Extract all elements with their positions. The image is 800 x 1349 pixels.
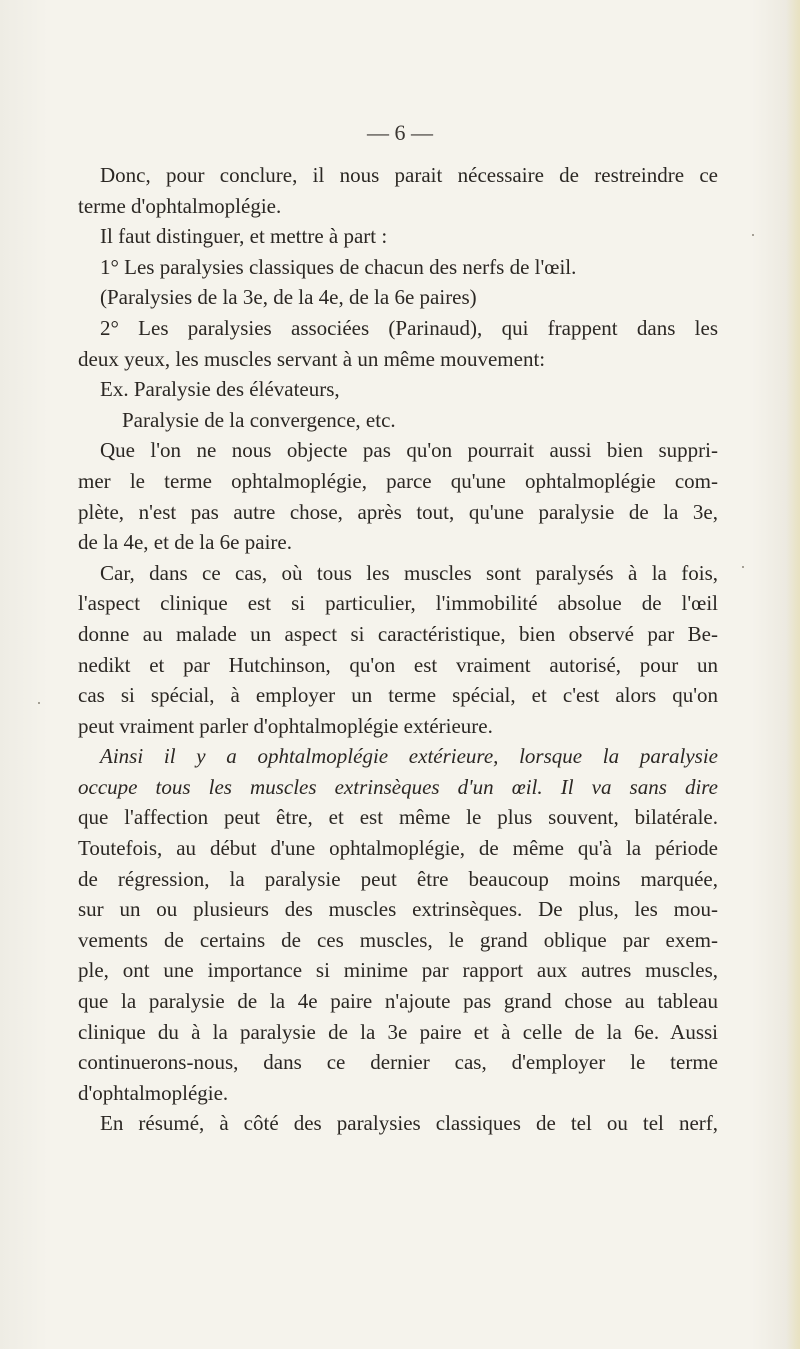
text-line: Il faut distinguer, et mettre à part : [100,224,388,249]
text-line: sur un ou plusieurs des muscles extrinsèques. De plus, les mou- [78,897,718,922]
paper-speck [742,566,744,568]
text-line: de la 4e, et de la 6e paire. [78,530,292,555]
text-line: donne au malade un aspect si caractéristique, bien observé par Be- [78,621,718,646]
paper-speck [752,234,754,236]
paper-speck [38,702,40,704]
body-text [78,160,718,1139]
text-line: Que l'on ne nous objecte pas qu'on pourrait aussi bien suppri- [100,438,718,463]
text-line: que l'affection peut être, et est même le plus souvent, bilatérale. [78,805,718,830]
text-line: 2° Les paralysies associées (Parinaud), qui frappent dans les [100,315,718,340]
text-line: terme d'ophtalmoplégie. [78,193,282,218]
text-line: clinique du à la paralysie de la 3e paire et à celle de la 6e. Aussi [78,1019,718,1044]
text-line: plète, n'est pas autre chose, après tout, qu'une paralysie de la 3e, [78,499,718,524]
text-line: occupe tous les muscles extrinsèques d'un œil. Il va sans dire [78,774,718,799]
text-line: de régression, la paralysie peut être beaucoup moins marquée, [78,866,718,891]
text-line: Car, dans ce cas, où tous les muscles sont paralysés à la fois, [100,560,718,585]
text-line: Ainsi il y a ophtalmoplégie extérieure, lorsque la paralysie [100,744,718,769]
text-line: que la paralysie de la 4e paire n'ajoute pas grand chose au tableau [78,989,718,1014]
text-line: En résumé, à côté des paralysies classiques de tel ou tel nerf, [100,1111,718,1136]
text-line: mer le terme ophtalmoplégie, parce qu'une ophtalmoplégie com- [78,468,718,493]
text-line: Paralysie de la convergence, etc. [122,407,396,432]
text-line: d'ophtalmoplégie. [78,1080,229,1105]
text-line: deux yeux, les muscles servant à un même mouvement: [78,346,546,371]
text-line: cas si spécial, à employer un terme spécial, et c'est alors qu'on [78,683,718,708]
text-line: continuerons-nous, dans ce dernier cas, d'employer le terme [78,1050,718,1075]
text-line: vements de certains de ces muscles, le grand oblique par exem- [78,927,718,952]
text-line: nedikt et par Hutchinson, qu'on est vraiment autorisé, pour un [78,652,718,677]
text-line: ple, ont une importance si minime par rapport aux autres muscles, [78,958,718,983]
text-line: Donc, pour conclure, il nous parait nécessaire de restreindre ce [100,163,718,187]
page-number: — 6 — [367,120,433,145]
text-line: Ex. Paralysie des élévateurs, [100,377,340,402]
text-line: (Paralysies de la 3e, de la 4e, de la 6e paires) [100,285,477,310]
page-edge-shadow [786,0,800,1349]
text-line: 1° Les paralysies classiques de chacun des nerfs de l'œil. [100,254,577,279]
text-line: Toutefois, au début d'une ophtalmoplégie, de même qu'à la période [78,836,718,861]
text-line: l'aspect clinique est si particulier, l'immobilité absolue de l'œil [78,591,718,616]
text-line: peut vraiment parler d'ophtalmoplégie extérieure. [78,713,493,738]
